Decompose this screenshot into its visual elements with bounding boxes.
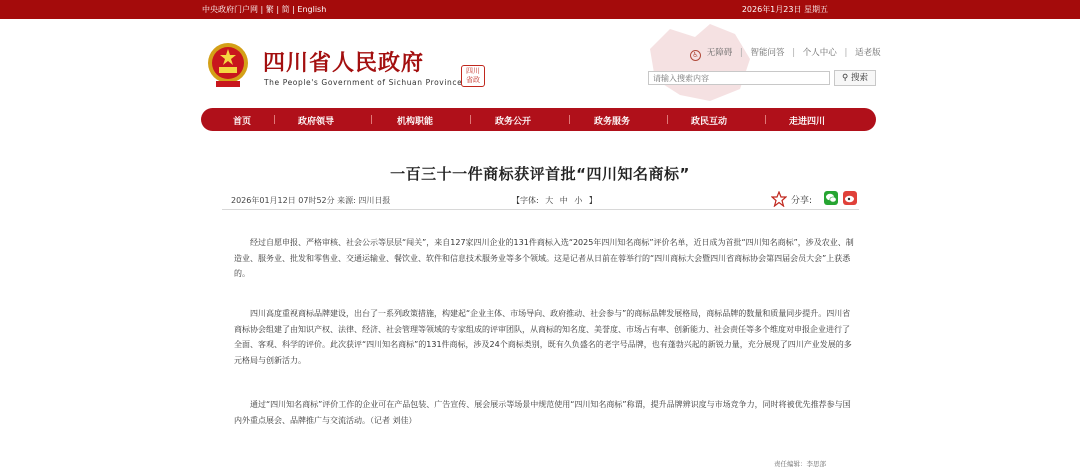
seal-icon: 四川 省政 xyxy=(461,65,485,87)
article-meta xyxy=(222,192,859,210)
site-header xyxy=(0,19,1080,105)
site-title[interactable]: 四川省人民政府 xyxy=(263,51,425,76)
site-subtitle: The People's Government of Sichuan Province xyxy=(264,78,463,87)
article-paragraph-3: 通过“四川知名商标”评价工作的企业可在产品包装、广告宣传、展会展示等场景中规范使用“四川知名商标”称谓，提升品牌辨识度与市场竞争力，同时将被优先推荐参与国内外重点展会、品牌推广与交流活动。（记者 刘佳） xyxy=(234,400,851,425)
top-date: 2026年1月23日 星期五 xyxy=(741,5,828,14)
top-bar xyxy=(0,0,1080,19)
article-source: 来源: 四川日报 xyxy=(337,196,391,205)
link-english[interactable]: English xyxy=(297,5,327,14)
nav-gov-leaders[interactable]: 政府领导 xyxy=(298,117,335,127)
accessibility-icon: ♿ xyxy=(690,50,701,61)
quicklink-elderly-version[interactable]: 适老版 xyxy=(855,48,881,58)
link-simplified[interactable]: 简 xyxy=(281,5,290,14)
wechat-icon[interactable] xyxy=(824,191,838,205)
article-paragraph-1: 经过自愿申报、严格审核、社会公示等层层“闯关”，来自127家四川企业的131件商标入选“2025年四川知名商标”评价名单，近日成为首批“四川知名商标”，涉及农业、制造业、服务业、批发和零售业、交通运输业、餐饮业、软件和信息技术服务业等多个领域。这是记者从日前在蓉举行的“四川商标大会暨四川省商标协会第四届会员大会”上获悉的。 xyxy=(234,238,854,278)
main-nav xyxy=(201,108,876,131)
font-size-medium[interactable]: 中 xyxy=(559,196,568,205)
font-size-switcher: 【字体: 大 中 小 】 xyxy=(512,196,597,205)
share-label: 分享: xyxy=(791,196,813,206)
nav-interaction[interactable]: 政民互动 xyxy=(691,117,728,127)
quick-links: ♿ 无障碍 | 智能问答 | 个人中心 | 适老版 xyxy=(690,46,884,61)
nav-home[interactable]: 首页 xyxy=(233,117,252,127)
quicklink-smart-qa[interactable]: 智能问答 xyxy=(750,48,785,58)
top-links: 中央政府门户网 | 繁 | 简 | English xyxy=(202,5,327,14)
quicklink-personal-center[interactable]: 个人中心 xyxy=(802,48,837,58)
link-central-gov[interactable]: 中央政府门户网 xyxy=(202,5,258,14)
link-traditional[interactable]: 繁 xyxy=(265,5,274,14)
search-input[interactable] xyxy=(648,71,830,85)
star-icon[interactable] xyxy=(771,191,787,207)
weibo-icon[interactable] xyxy=(843,191,857,205)
sichuan-map-watermark xyxy=(640,19,760,105)
nav-agencies[interactable]: 机构职能 xyxy=(397,117,434,127)
nav-about-sichuan[interactable]: 走进四川 xyxy=(789,117,826,127)
search-button[interactable]: ⚲ 搜索 xyxy=(834,70,876,86)
article-date-source xyxy=(231,195,390,206)
emblem-icon xyxy=(206,41,250,89)
search-icon: ⚲ xyxy=(842,73,849,83)
article-datetime: 2026年01月12日 07时52分 xyxy=(231,196,335,205)
font-size-large[interactable]: 大 xyxy=(545,196,554,205)
article-title: 一百三十一件商标获评首批“四川知名商标” xyxy=(390,165,690,183)
responsible-editor: 责任编辑：李思部 xyxy=(774,460,826,468)
nav-gov-affairs[interactable]: 政务公开 xyxy=(495,117,532,127)
article-paragraph-2: 四川高度重视商标品牌建设，出台了一系列政策措施，构建起“企业主体、市场导向、政府推动、社会参与”的商标品牌发展格局，商标品牌的数量和质量同步提升。四川省商标协会组建了由知识产权、法律、经济、社会管理等领域的专家组成的评审团队，从商标的知名度、美誉度、市场占有率、创新能力、社会责任等多个维度对申报企业进行了全面、客观、科学的评价。此次获评“四川知名商标”的131件商标，涉及24个商标类别，既有久负盛名的老字号品牌，也有蓬勃兴起的新锐力量，充分展现了四川产业发展的多元格局与创新活力。 xyxy=(234,309,852,365)
quicklink-accessibility[interactable]: 无障碍 xyxy=(706,48,733,58)
font-size-small[interactable]: 小 xyxy=(574,196,583,205)
nav-gov-services[interactable]: 政务服务 xyxy=(594,117,631,127)
